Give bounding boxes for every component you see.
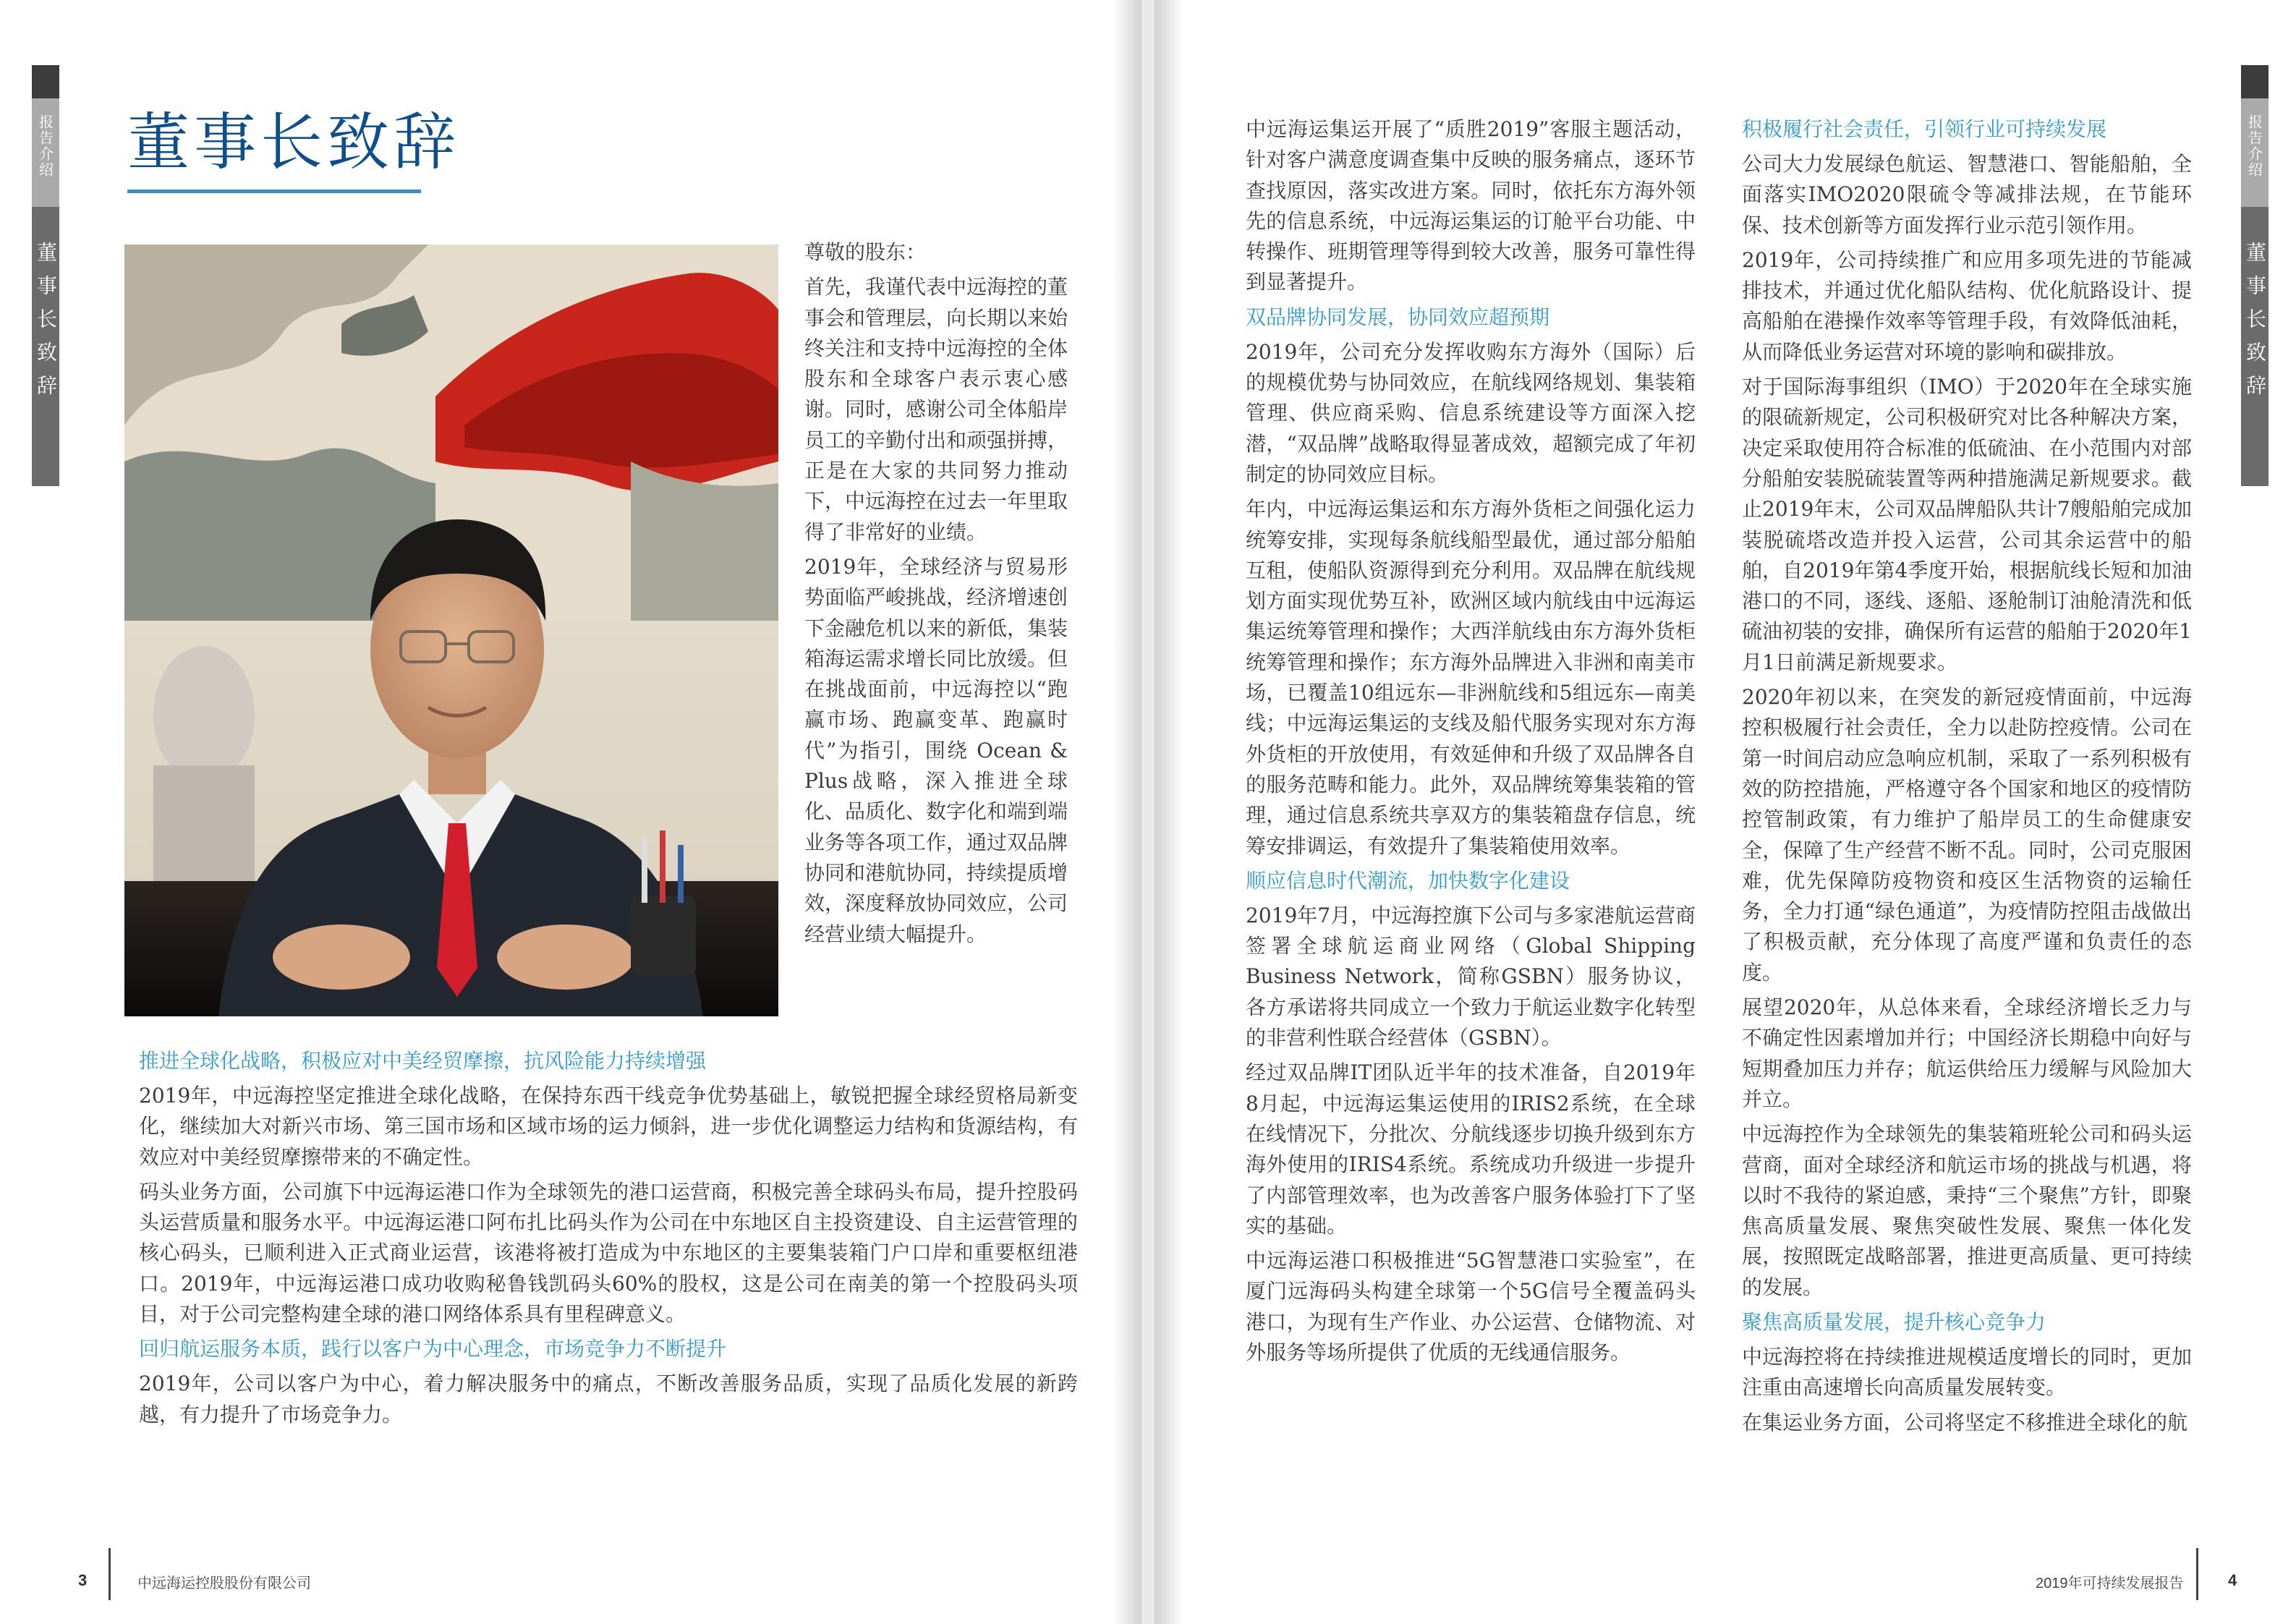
section-heading: 顺应信息时代潮流，加快数字化建设	[1246, 868, 1570, 893]
side-tab-cap	[2241, 65, 2269, 98]
right-column-2	[1742, 114, 2192, 1442]
chairman-photo	[124, 245, 778, 1016]
title-underline	[127, 190, 421, 193]
body-paragraph: 公司大力发展绿色航运、智慧港口、智能船舶，全面落实IMO2020限硫令等减排法规，在节能环保、技术创新等方面发挥行业示范引领作用。	[1742, 152, 2192, 237]
section-heading: 聚焦高质量发展，提升核心竞争力	[1742, 1309, 2046, 1334]
intro-paragraph: 首先，我谨代表中远海控的董事会和管理层，向长期以来始终关注和支持中远海控的全体股东和全球客户表示衷心感谢。同时，感谢公司全体船岸员工的辛勤付出和顽强拼搏，正是在大家的共同努力推动下，中远海控在过去一年里取得了非常好的业绩。	[804, 275, 1068, 544]
side-tab-left	[32, 65, 59, 486]
body-paragraph: 中远海控将在持续推进规模适度增长的同时，更加注重由高速增长向高质量发展转变。	[1742, 1344, 2192, 1400]
section-tab[interactable]	[2241, 98, 2269, 207]
intro-paragraph: 2019年，全球经济与贸易形势面临严峻挑战，经济增速创下金融危机以来的新低，集装箱海运需求增长同比放缓。但在挑战面前，中远海控以“跑赢市场、跑赢变革、跑赢时代”为指引，围绕 Ocean & Plus战略，深入推进全球化、品质化、数字化和端到端业务等各项工作，通过双品牌协同和港航协同，持续提质增效，深度释放协同效应，公司经营业绩大幅提升。	[804, 554, 1068, 946]
body-paragraph: 2019年7月，中远海控旗下公司与多家港航运营商签署全球航运商业网络（Global Shipping Business Network，简称GSBN）服务协议，各方承诺将共同成立一个致力于航运业数字化转型的非营利性联合经营体（GSBN）。	[1246, 903, 1696, 1050]
body-paragraph: 展望2020年，从总体来看，全球经济增长乏力与不确定性因素增加并行；中国经济长期稳中向好与短期叠加压力并存；航运供给压力缓解与风险加大并立。	[1742, 995, 2192, 1111]
intro-column	[804, 237, 1068, 954]
page-number-right: 4	[2228, 1571, 2237, 1589]
body-paragraph: 中远海运港口积极推进“5G智慧港口实验室”，在厦门远海码头构建全球第一个5G信号全覆盖码头港口，为现有生产作业、办公运营、仓储物流、对外服务等场所提供了优质的无线通信服务。	[1246, 1249, 1696, 1364]
page-tab[interactable]	[32, 207, 59, 486]
body-paragraph: 在集运业务方面，公司将坚定不移推进全球化的航	[1742, 1410, 2188, 1434]
section-heading: 推进全球化战略，积极应对中美经贸摩擦，抗风险能力持续增强	[139, 1049, 707, 1073]
page-tab[interactable]	[2241, 207, 2269, 486]
body-paragraph: 码头业务方面，公司旗下中远海运港口作为全球领先的港口运营商，积极完善全球码头布局，提升控股码头运营质量和服务水平。中远海运港口阿布扎比码头作为公司在中东地区自主投资建设、自主运营管理的核心码头，已顺利进入正式商业运营，该港将被打造成为中东地区的主要集装箱门户口岸和重要枢纽港口。2019年，中远海运港口成功收购秘鲁钱凯码头60%的股权，这是公司在南美的第一个控股码头项目，对于公司完整构建全球的港口网络体系具有里程碑意义。	[139, 1179, 1078, 1327]
page-number-left: 3	[78, 1571, 88, 1589]
salutation: 尊敬的股东：	[804, 240, 927, 264]
section-heading: 双品牌协同发展，协同效应超预期	[1246, 305, 1550, 329]
page-title: 董事长致辞	[127, 106, 460, 179]
section-heading: 回归航运服务本质，践行以客户为中心理念，市场竞争力不断提升	[139, 1337, 727, 1361]
section-tab-label: 报告介绍	[36, 114, 54, 178]
gutter-shadow-right	[1155, 0, 1183, 1624]
footer-divider	[2196, 1548, 2198, 1600]
page-tab-label: 董事长致辞	[2243, 242, 2267, 408]
gutter-shadow-left	[1113, 0, 1141, 1624]
body-paragraph: 中远海运集运开展了“质胜2019”客服主题活动，针对客户满意度调查集中反映的服务痛点，逐环节查找原因，落实改进方案。同时，依托东方海外领先的信息系统，中远海运集运的订舱平台功能、中转操作、班期管理等得到较大改善，服务可靠性得到显著提升。	[1246, 117, 1696, 294]
body-paragraph: 中远海控作为全球领先的集装箱班轮公司和码头运营商，面对全球经济和航运市场的挑战与机遇，将以时不我待的紧迫感，秉持“三个聚焦”方针，即聚焦高质量发展、聚焦突破性发展、聚焦一体化发展，按照既定战略部署，推进更高质量、更可持续的发展。	[1742, 1122, 2192, 1299]
body-paragraph: 2020年初以来，在突发的新冠疫情面前，中远海控积极履行社会责任，全力以赴防控疫情。公司在第一时间启动应急响应机制，采取了一系列积极有效的防控措施，严格遵守各个国家和地区的疫情防控管制政策，有力维护了船岸员工的生命健康安全，保障了生产经营不断不乱。同时，公司克服困难，优先保障防疫物资和疫区生活物资的运输任务，全力打通“绿色通道”，为疫情防控阻击战做出了积极贡献，充分体现了高度严谨和负责任的态度。	[1742, 685, 2192, 985]
page-tab-label: 董事长致辞	[34, 242, 58, 408]
body-paragraph: 2019年，公司持续推广和应用多项先进的节能减排技术，并通过优化船队结构、优化航路设计、提高船舶在港操作效率等管理手段，有效降低油耗，从而降低业务运营对环境的影响和碳排放。	[1742, 247, 2192, 364]
footer-company: 中远海运控股股份有限公司	[137, 1576, 311, 1591]
right-column-1	[1246, 114, 1696, 1372]
footer-report-title: 2019年可持续发展报告	[2036, 1576, 2184, 1591]
section-tab[interactable]	[32, 98, 59, 207]
left-bottom-section	[139, 1046, 1078, 1434]
section-heading: 积极履行社会责任，引领行业可持续发展	[1742, 117, 2107, 141]
body-paragraph: 2019年，公司以客户为中心，着力解决服务中的痛点，不断改善服务品质，实现了品质化发展的新跨越，有力提升了市场竞争力。	[139, 1372, 1078, 1427]
left-page	[0, 0, 1141, 1624]
footer-divider	[109, 1548, 111, 1600]
body-paragraph: 经过双品牌IT团队近半年的技术准备，自2019年8月起，中远海运集运使用的IRIS2系统，在全球在线情况下，分批次、分航线逐步切换升级到东方海外使用的IRIS4系统。系统成功升级进一步提升了内部管理效率，也为改善客户服务体验打下了坚实的基础。	[1246, 1060, 1696, 1238]
side-tab-cap	[32, 65, 59, 98]
section-tab-label: 报告介绍	[2245, 114, 2263, 178]
body-paragraph: 2019年，中远海控坚定推进全球化战略，在保持东西干线竞争优势基础上，敏锐把握全球经贸格局新变化，继续加大对新兴市场、第三国市场和区域市场的运力倾斜，进一步优化调整运力结构和货源结构，有效应对中美经贸摩擦带来的不确定性。	[139, 1084, 1078, 1169]
body-paragraph: 对于国际海事组织（IMO）于2020年在全球实施的限硫新规定，公司积极研究对比各种解决方案，决定采取使用符合标准的低硫油、在小范围内对部分船舶安装脱硫装置等两种措施满足新规要求。截止2019年末，公司双品牌船队共计7艘船舶完成加装脱硫塔改造并投入运营，公司其余运营中的船舶，自2019年第4季度开始，根据航线长短和加油港口的不同，逐线、逐船、逐舱制订油舱清洗和低硫油初装的安排，确保所有运营的船舶于2020年1月1日前满足新规要求。	[1742, 375, 2192, 674]
side-tab-right	[2241, 65, 2269, 486]
body-paragraph: 2019年，公司充分发挥收购东方海外（国际）后的规模优势与协同效应，在航线网络规划、集装箱管理、供应商采购、信息系统建设等方面深入挖潜，“双品牌”战略取得显著成效，超额完成了年初制定的协同效应目标。	[1246, 339, 1696, 486]
body-paragraph: 年内，中远海运集运和东方海外货柜之间强化运力统筹安排，实现每条航线船型最优，通过部分船舶互租，使船队资源得到充分利用。双品牌在航线规划方面实现优势互补，欧洲区域内航线由中远海运集运统筹管理和操作；大西洋航线由东方海外货柜统筹管理和操作；东方海外品牌进入非洲和南美市场，已覆盖10组远东—非洲航线和5组远东—南美线；中远海运集运的支线及船代服务实现对东方海外货柜的开放使用，有效延伸和升级了双品牌各自的服务范畴和能力。此外，双品牌统筹集装箱的管理，通过信息系统共享双方的集装箱盘存信息，统筹安排调运，有效提升了集装箱使用效率。	[1246, 497, 1696, 858]
right-page	[1155, 0, 2296, 1624]
